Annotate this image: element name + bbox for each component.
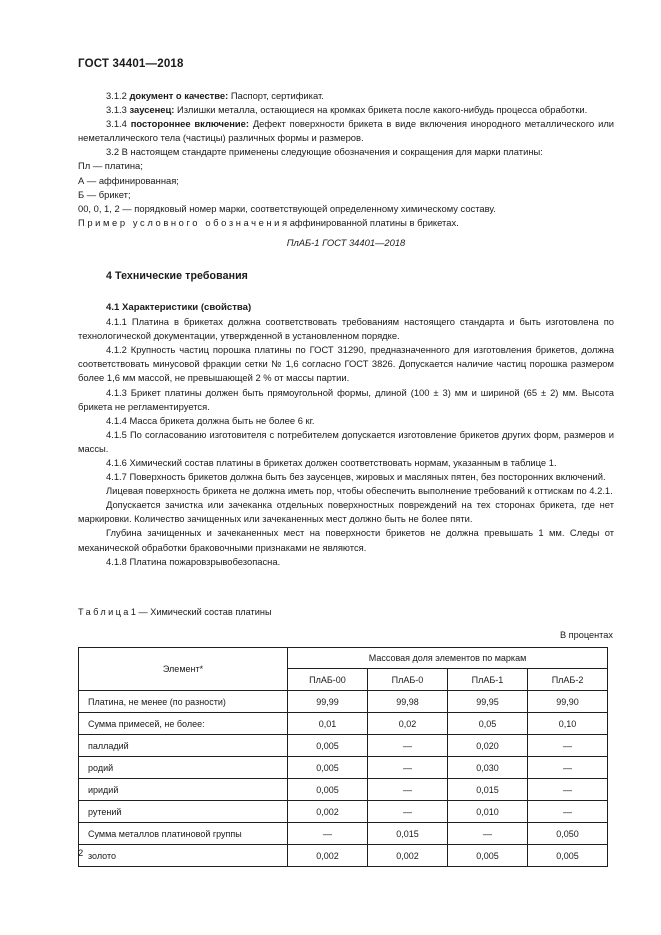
clause-number: 4.1.3	[106, 386, 127, 398]
clause-text: Паспорт, сертификат.	[230, 90, 324, 101]
clause-number: 4.1.1	[106, 316, 127, 328]
row-value: 0,05	[448, 713, 528, 735]
row-value: 0,030	[448, 757, 528, 779]
table-header-element: Элемент*	[79, 648, 288, 691]
table-row	[79, 735, 608, 757]
clause-4-1-3	[78, 386, 614, 414]
table-header-row-group	[79, 648, 608, 669]
clause-number: 4.1.4	[106, 414, 127, 426]
clause-4-1-1	[78, 315, 614, 343]
heading-clause-4: 4 Технические требования	[106, 270, 248, 283]
clause-4-1-2	[78, 343, 614, 385]
row-label: рутений	[79, 801, 288, 823]
clause-4-1-5	[78, 428, 614, 456]
table-header-mark: ПлАБ-00	[288, 669, 368, 691]
running-header-standard-ref: ГОСТ 34401—2018	[78, 58, 184, 70]
clause-4-1-6	[78, 456, 614, 470]
row-value: 0,010	[448, 801, 528, 823]
row-label: Сумма примесей, не более:	[79, 713, 288, 735]
row-value: —	[368, 801, 448, 823]
row-value: —	[528, 735, 608, 757]
table-row	[79, 845, 608, 867]
row-value: 99,95	[448, 691, 528, 713]
table-row	[79, 779, 608, 801]
clause-4-1-8	[78, 555, 614, 569]
designation-example-value: ПлАБ-1 ГОСТ 34401—2018	[286, 236, 406, 248]
clause-number: 4.1.5	[106, 428, 127, 440]
page-number: 2	[78, 847, 84, 858]
table-row	[79, 757, 608, 779]
clause-3-1-2	[78, 89, 614, 103]
clause-number: 3.1.4	[106, 118, 127, 130]
row-value: 99,99	[288, 691, 368, 713]
clause-4-1-7-paragraph-a: Лицевая поверхность брикета не должна иметь пор, чтобы обеспечить выполнение требований к оттискам по 4.2.1.	[106, 485, 613, 497]
clause-text: Платина пожаровзрывобезопасна.	[129, 555, 281, 567]
chemical-composition-table	[78, 647, 608, 867]
row-value: 0,10	[528, 713, 608, 735]
row-value: 0,02	[368, 713, 448, 735]
clause-4-1-7-paragraph-b: Допускается зачистка или зачеканка отдельных поверхностных повреждений на тех сторонах брикета, где нет маркировки. Количество зачищенных или зачеканенных мест должно быть не более пяти.	[78, 499, 614, 525]
row-value: 0,01	[288, 713, 368, 735]
abbreviation-item: А — аффинированная;	[78, 174, 179, 186]
row-label: Платина, не менее (по разности)	[79, 691, 288, 713]
clause-3-1-4	[78, 117, 614, 145]
clause-3-2	[78, 145, 614, 159]
row-value: 0,015	[368, 823, 448, 845]
row-value: 0,005	[288, 735, 368, 757]
row-value: 0,002	[368, 845, 448, 867]
clause-term: постороннее включение:	[130, 118, 249, 130]
clause-text: Крупность частиц порошка платины по ГОСТ 31290, предназначенного для изготовления брикетов, должна соответствовать минусовой фракции сетки № 1,6 согласно ГОСТ 3826. Допускается наличие частиц порошка размером более 1,6 мм массой, не превышающей 2 % от массы партии.	[78, 344, 614, 384]
clause-number: 4.1.6	[106, 456, 127, 468]
row-value: 0,020	[448, 735, 528, 757]
clause-text: Дефект поверхности брикета в виде включения инородного металлического или неметаллического тела (частицы) различных формы и размеров.	[78, 118, 615, 144]
abbreviation-item: 00, 0, 1, 2 — порядковый номер марки, соответствующей определенному химическому составу.	[78, 202, 496, 214]
row-value: 0,002	[288, 845, 368, 867]
row-label: палладий	[79, 735, 288, 757]
clause-text: Платина в брикетах должна соответствовать требованиям настоящего стандарта и быть изготовлена по технологической документации, утвержденной в установленном порядке.	[78, 316, 614, 342]
row-value: 0,002	[288, 801, 368, 823]
clause-number: 4.1.7	[106, 471, 127, 483]
row-value: —	[528, 801, 608, 823]
table-row	[79, 691, 608, 713]
row-value: 99,98	[368, 691, 448, 713]
clause-4-1-7	[78, 470, 614, 484]
row-value: 0,005	[448, 845, 528, 867]
row-value: —	[528, 757, 608, 779]
row-label: Сумма металлов платиновой группы	[79, 823, 288, 845]
table-header-mark: ПлАБ-1	[448, 669, 528, 691]
designation-example-label-rest: аффинированной платины в брикетах.	[289, 216, 459, 228]
table-row	[79, 801, 608, 823]
clause-number: 4.1.8	[106, 555, 127, 567]
row-value: —	[288, 823, 368, 845]
designation-example-label	[78, 216, 614, 230]
row-value: 0,015	[448, 779, 528, 801]
document-body	[78, 89, 614, 569]
row-value: 0,050	[528, 823, 608, 845]
chemical-composition-table-block	[78, 606, 614, 867]
clause-4-1-7-paragraph-c: Глубина зачищенных и зачеканенных мест на поверхности брикетов не должна превышать 1 мм. Следы от механической обработки браковочными признаками не являются.	[78, 527, 614, 553]
row-value: —	[368, 735, 448, 757]
clause-text: Химический состав платины в брикетах должен соответствовать нормам, указанным в таблице 1.	[129, 456, 557, 468]
row-value: 99,90	[528, 691, 608, 713]
row-value: —	[368, 779, 448, 801]
clause-text: Масса брикета должна быть не более 6 кг.	[129, 414, 315, 426]
abbreviation-item: Пл — платина;	[78, 160, 143, 172]
designation-example-label-spaced: Пример условного обозначения	[78, 216, 290, 228]
row-value: —	[448, 823, 528, 845]
table-header-group: Массовая доля элементов по маркам	[288, 648, 608, 669]
table-header-mark: ПлАБ-2	[528, 669, 608, 691]
clause-number: 4.1.2	[106, 344, 127, 356]
clause-term: документ о качестве:	[129, 90, 229, 101]
table-caption-spaced: Таблица	[78, 607, 131, 617]
row-value: 0,005	[288, 757, 368, 779]
abbreviation-item: Б — брикет;	[78, 188, 131, 200]
clause-4-1-4	[78, 414, 614, 428]
clause-text: По согласованию изготовителя с потребителем допускается изготовление брикетов других форм, размеров и массы.	[78, 428, 614, 454]
clause-number: 3.2	[106, 146, 120, 158]
clause-3-1-3	[78, 103, 614, 117]
row-value: 0,005	[528, 845, 608, 867]
row-label: родий	[79, 757, 288, 779]
row-value: —	[528, 779, 608, 801]
row-label: золото	[79, 845, 288, 867]
row-label: иридий	[79, 779, 288, 801]
clause-term: заусенец:	[129, 104, 175, 116]
table-units-note: В процентах	[559, 630, 613, 640]
clause-text: Поверхность брикетов должна быть без заусенцев, жировых и масляных пятен, без посторонних включений.	[129, 471, 606, 483]
row-value: —	[368, 757, 448, 779]
heading-clause-4-1: 4.1 Характеристики (свойства)	[106, 302, 252, 314]
clause-number: 3.1.3	[106, 104, 127, 116]
table-row	[79, 823, 608, 845]
clause-text: Излишки металла, остающиеся на кромках брикета после какого-нибудь процесса обработки.	[177, 104, 588, 116]
table-header-mark: ПлАБ-0	[368, 669, 448, 691]
table-row	[79, 713, 608, 735]
clause-text: В настоящем стандарте применены следующие обозначения и сокращения для марки платины:	[121, 146, 543, 158]
table-caption-rest: 1 — Химический состав платины	[130, 607, 272, 617]
row-value: 0,005	[288, 779, 368, 801]
clause-number: 3.1.2	[106, 90, 127, 101]
table-caption	[78, 606, 614, 619]
clause-text: Брикет платины должен быть прямоугольной формы, длиной (100 ± 3) мм и шириной (65 ± 2) мм. Высота брикета не регламентируется.	[78, 386, 614, 412]
